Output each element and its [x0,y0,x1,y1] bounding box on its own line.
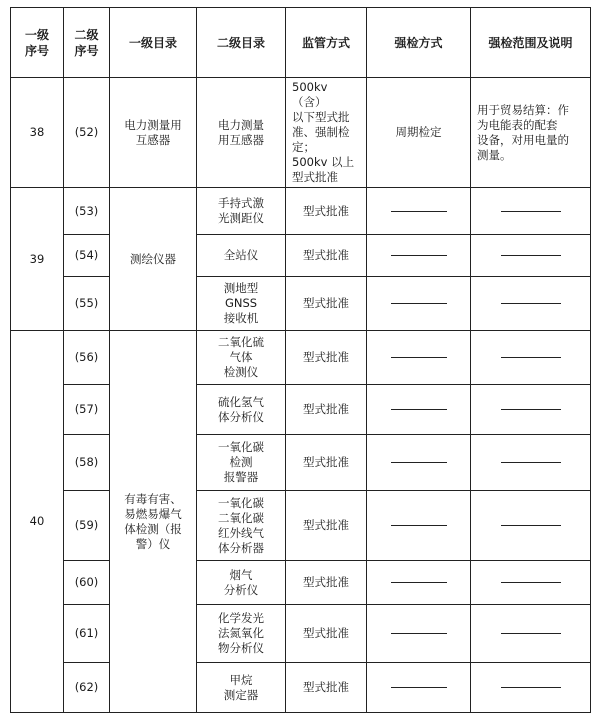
inspection-dash [367,235,471,277]
level1-catalog: 电力测量用 互感器 [110,78,197,188]
level1-no: 38 [11,78,64,188]
scope-dash [471,605,591,663]
regulation-table [10,7,591,713]
inspection-dash [367,385,471,435]
table-row [11,235,591,277]
inspection-dash [367,331,471,385]
header-inspection: 强检方式 [367,8,471,78]
level2-catalog: 烟气 分析仪 [197,561,286,605]
header-row [11,8,591,78]
table-row [11,435,591,491]
scope-dash [471,385,591,435]
level2-no: (52) [64,78,110,188]
table-row [11,663,591,713]
scope: 用于贸易结算：作 为电能表的配套 设备，对用电量的 测量。 [471,78,591,188]
scope-dash [471,331,591,385]
scope-dash [471,491,591,561]
inspection-dash [367,188,471,235]
header-scope: 强检范围及说明 [471,8,591,78]
level2-catalog: 全站仪 [197,235,286,277]
scope-dash [471,435,591,491]
table-row [11,188,591,235]
level2-no: (58) [64,435,110,491]
supervision: 型式批准 [286,663,367,713]
scope-dash [471,561,591,605]
scope-dash [471,235,591,277]
level2-no: (59) [64,491,110,561]
supervision: 型式批准 [286,605,367,663]
supervision: 型式批准 [286,235,367,277]
table-row [11,561,591,605]
level2-catalog: 测地型 GNSS 接收机 [197,277,286,331]
level1-catalog: 测绘仪器 [110,188,197,331]
level2-catalog: 甲烷 测定器 [197,663,286,713]
level2-no: (60) [64,561,110,605]
table-row [11,277,591,331]
level2-catalog: 二氧化硫 气体 检测仪 [197,331,286,385]
level2-no: (53) [64,188,110,235]
level2-no: (61) [64,605,110,663]
level1-no: 39 [11,188,64,331]
level2-no: (56) [64,331,110,385]
inspection-dash [367,605,471,663]
header-supervision: 监管方式 [286,8,367,78]
table-row [11,491,591,561]
supervision: 500kv（含） 以下型式批 准、强制检 定； 500kv 以上 型式批准 [286,78,367,188]
level2-catalog: 手持式激 光测距仪 [197,188,286,235]
inspection-dash [367,491,471,561]
supervision: 型式批准 [286,435,367,491]
inspection-dash [367,561,471,605]
header-level2-no: 二级 序号 [64,8,110,78]
level2-catalog: 硫化氢气 体分析仪 [197,385,286,435]
inspection-dash [367,277,471,331]
inspection-dash [367,435,471,491]
supervision: 型式批准 [286,277,367,331]
level2-no: (62) [64,663,110,713]
supervision: 型式批准 [286,331,367,385]
table-row [11,331,591,385]
supervision: 型式批准 [286,385,367,435]
level2-no: (54) [64,235,110,277]
level1-no: 40 [11,331,64,713]
table-row [11,78,591,188]
level2-no: (55) [64,277,110,331]
header-level1-no: 一级 序号 [11,8,64,78]
level2-catalog: 一氧化碳 检测 报警器 [197,435,286,491]
table-row [11,385,591,435]
header-level2-catalog: 二级目录 [197,8,286,78]
level2-no: (57) [64,385,110,435]
level1-catalog: 有毒有害、 易燃易爆气 体检测（报 警）仪 [110,331,197,713]
supervision: 型式批准 [286,491,367,561]
scope-dash [471,277,591,331]
level2-catalog: 电力测量 用互感器 [197,78,286,188]
header-level1-catalog: 一级目录 [110,8,197,78]
inspection-dash [367,663,471,713]
inspection: 周期检定 [367,78,471,188]
supervision: 型式批准 [286,561,367,605]
supervision: 型式批准 [286,188,367,235]
level2-catalog: 化学发光 法氮氧化 物分析仪 [197,605,286,663]
scope-dash [471,188,591,235]
table-row [11,605,591,663]
scope-dash [471,663,591,713]
level2-catalog: 一氧化碳 二氧化碳 红外线气 体分析器 [197,491,286,561]
